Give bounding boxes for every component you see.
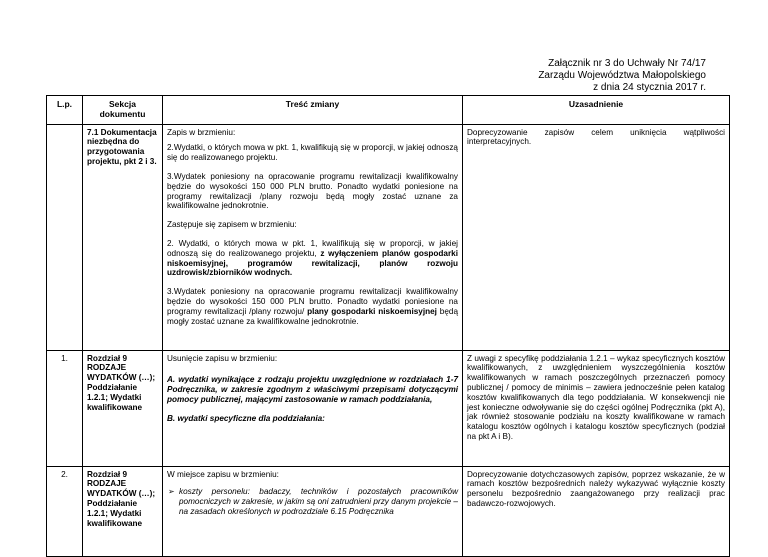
row-reason: Doprecyzowanie zapisów celem uniknięcia wątpliwości interpretacyjnych. xyxy=(463,124,730,350)
change-old-point-3: 3.Wydatek poniesiony na opracowanie programu rewitalizacji kwalifikowalny będzie do wysokości 150 000 PLN brutto. Ponadto wydatki poniesione na programy rewitalizacji /plany rozwoju będą mogły zostać uznane za kwalifikowalne jednokrotnie. xyxy=(167,171,458,211)
arrow-bullet-icon: ➢ xyxy=(168,487,175,497)
row-lp: 1. xyxy=(47,350,83,466)
attachment-header xyxy=(446,58,706,95)
change-new-point-2 xyxy=(167,239,458,278)
attachment-line-1: Załącznik nr 3 do Uchwały Nr 74/17 xyxy=(548,58,706,69)
new-point-3-tail: będą mogły zostać uznane za kwalifikowalne jednokrotnie. xyxy=(167,306,458,326)
change-intro: Usunięcie zapisu w brzmieniu: xyxy=(167,353,278,363)
row-section: Rozdział 9 RODZAJE WYDATKÓW (…); Poddziałanie 1.2.1; Wydatki kwalifikowane xyxy=(83,350,163,466)
new-point-3-bold: plany gospodarki niskoemisyjnej xyxy=(307,306,437,316)
row-section: 7.1 Dokumentacja niezbędna do przygotowania projektu, pkt 2 i 3. xyxy=(83,124,163,350)
change-new-point-3 xyxy=(167,287,458,326)
change-intro: W miejsce zapisu w brzmieniu: xyxy=(167,469,279,479)
table-row xyxy=(47,350,730,466)
new-point-2-text: 2. Wydatki, o których mowa w pkt. 1, kwalifikują się w proporcji, w jakiej odnoszą się do realizowanego projektu, xyxy=(167,238,458,258)
row-section: Rozdział 9 RODZAJE WYDATKÓW (…); Poddziałanie 1.2.1; Wydatki kwalifikowane xyxy=(83,466,163,556)
new-point-3-text: 3.Wydatek poniesiony na opracowanie programu rewitalizacji kwalifikowalny będzie do wysokości 150 000 PLN brutto. Ponadto wydatki poniesione na programy rewitalizacji /plany rozwoju/ xyxy=(167,287,458,316)
row-reason: Doprecyzowanie dotychczasowych zapisów, poprzez wskazanie, że w ramach kosztów bezpośrednich należy wykazywać wyłącznie koszty personelu bezpośrednio zaangażowanego przy realizacji prac badawczo-rozwojowych. xyxy=(463,466,730,556)
change-old-point-2: 2.Wydatki, o których mowa w pkt. 1, kwalifikują się w proporcji, w jakiej odnoszą się do realizowanego projektu. xyxy=(167,143,458,163)
row-change xyxy=(163,350,463,466)
change-intro: Zapis w brzmieniu: xyxy=(167,127,236,137)
changes-table xyxy=(46,95,730,557)
row-lp xyxy=(47,124,83,350)
change-bullet-list xyxy=(167,487,458,516)
attachment-line-2: Zarządu Województwa Małopolskiego xyxy=(538,70,706,82)
header-reason: Uzasadnienie xyxy=(463,96,730,125)
header-lp: L.p. xyxy=(47,96,83,125)
header-section: Sekcja dokumentu xyxy=(83,96,163,125)
new-point-2-bold: z wyłączeniem planów gospodarki niskoemisyjnej, programów rewitalizacji, planów rozwoju uzdrowisk/zbiorników wodnych. xyxy=(167,248,458,278)
bullet-text: koszty personelu: badaczy, techników i pozostałych pracowników pomocniczych w zakresie, w jakim są oni zatrudnieni przy danym projekcie – na zasadach określonych w podrozdziale 6.15 Podręcznika xyxy=(179,487,458,516)
row-reason: Z uwagi z specyfikę poddziałania 1.2.1 – wykaz specyficznych kosztów kwalifikowanych, z uwzględnieniem wyszczególnienia kosztów kwalifikowanych w ramach poszczególnych przeznaczeń pomocy publicznej / pomocy de minimis – zawiera jednocześnie pełen katalog kosztów kwalifikowanych dla tego poddziałania. W konsekwencji nie jest konieczne odwoływanie się do części ogólnej Podręcznika (pkt A), jak również stosowanie podziału na koszty kwalifikowane w ramach katalogu kosztów ogólnych i katalogu kosztów specyficznych (podział na pkt A i B). xyxy=(463,350,730,466)
change-point-b: B. wydatki specyficzne dla poddziałania: xyxy=(167,413,325,423)
list-item xyxy=(168,487,458,516)
change-point-a: A. wydatki wynikające z rodzaju projektu uwzględnione w rozdziałach 1-7 Podręcznika, w zakresie zgodnym z właściwymi przepisami dotyczącymi pomocy publicznej, mającymi zastosowanie w ramach poddziałania, xyxy=(167,375,458,404)
table-row xyxy=(47,124,730,350)
table-header-row xyxy=(47,96,730,125)
row-lp: 2. xyxy=(47,466,83,556)
header-change: Treść zmiany xyxy=(163,96,463,125)
row-change xyxy=(163,124,463,350)
change-replace-intro: Zastępuje się zapisem w brzmieniu: xyxy=(167,220,297,230)
attachment-line-3: z dnia 24 stycznia 2017 r. xyxy=(593,82,706,94)
